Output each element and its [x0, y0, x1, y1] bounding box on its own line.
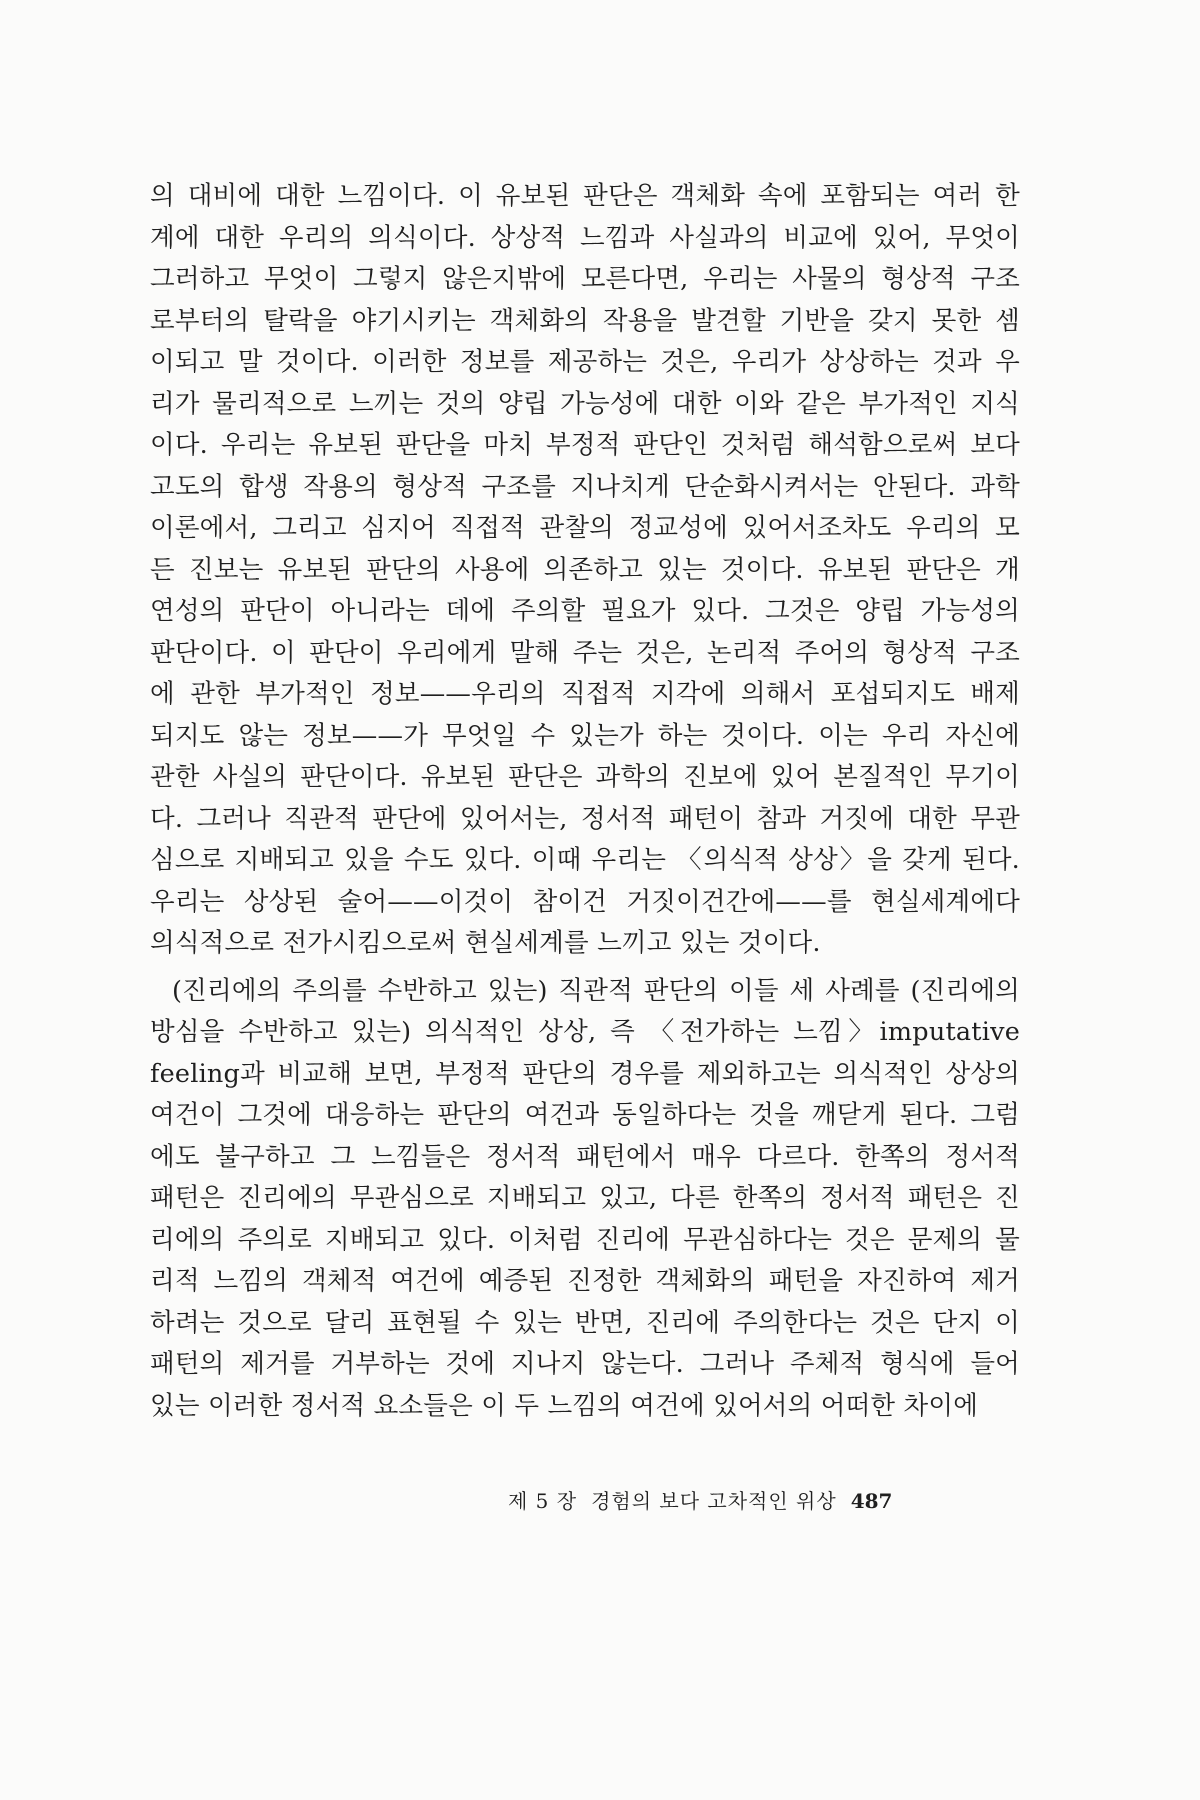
- text-line: 되지도 않는 정보——가 무엇일 수 있는가 하는 것이다. 이는 우리 자신에: [150, 720, 1020, 751]
- text-line: (진리에의 주의를 수반하고 있는) 직관적 판단의 이들 세 사례를 (진리에의: [172, 975, 1020, 1006]
- text-line: 관한 사실의 판단이다. 유보된 판단은 과학의 진보에 있어 본질적인 무기이: [150, 762, 1020, 792]
- text-line: 심으로 지배되고 있을 수도 있다. 이때 우리는 〈의식적 상상〉을 갖게 된다.: [150, 845, 1020, 875]
- text-line: 고도의 합생 작용의 형상적 구조를 지나치게 단순화시켜서는 안된다. 과학: [150, 471, 1020, 502]
- text-line: 든 진보는 유보된 판단의 사용에 의존하고 있는 것이다. 유보된 판단은 개: [150, 554, 1020, 585]
- text-line: 이론에서, 그리고 심지어 직접적 관찰의 정교성에 있어서조차도 우리의 모: [150, 513, 1020, 543]
- body-text: [150, 176, 1020, 1427]
- text-line: 에도 불구하고 그 느낌들은 정서적 패턴에서 매우 다르다. 한쪽의 정서적: [150, 1141, 1020, 1172]
- chapter-title: 경험의 보다 고차적인 위상: [591, 1489, 837, 1513]
- text-line: 의식적으로 전가시킴으로써 현실세계를 느끼고 있는 것이다.: [150, 928, 821, 958]
- chapter-label: 제 5 장: [508, 1489, 578, 1513]
- text-line: 그러하고 무엇이 그렇지 않은지밖에 모른다면, 우리는 사물의 형상적 구조: [150, 264, 1020, 294]
- text-line: 리가 물리적으로 느끼는 것의 양립 가능성에 대한 이와 같은 부가적인 지식: [150, 388, 1020, 419]
- text-line: 우리는 상상된 술어——이것이 참이건 거짓이건간에——를 현실세계에다: [150, 886, 1020, 917]
- text-line: 여건이 그것에 대응하는 판단의 여건과 동일하다는 것을 깨닫게 된다. 그럼: [150, 1100, 1020, 1130]
- text-line: 패턴의 제거를 거부하는 것에 지나지 않는다. 그러나 주체적 형식에 들어: [150, 1349, 1020, 1379]
- text-line: 로부터의 탈락을 야기시키는 객체화의 작용을 발견할 기반을 갖지 못한 셈: [150, 305, 1020, 336]
- text-line: 방심을 수반하고 있는) 의식적인 상상, 즉 〈전가하는 느낌〉imputative: [150, 1017, 1020, 1047]
- text-line: 리에의 주의로 지배되고 있다. 이처럼 진리에 무관심하다는 것은 문제의 물: [150, 1224, 1020, 1255]
- text-line: 연성의 판단이 아니라는 데에 주의할 필요가 있다. 그것은 양립 가능성의: [150, 596, 1020, 626]
- text-line: 이다. 우리는 유보된 판단을 마치 부정적 판단인 것처럼 해석함으로써 보다: [150, 430, 1020, 460]
- paragraph: [150, 971, 1020, 1428]
- running-footer: [508, 1486, 1008, 1516]
- text-line: 판단이다. 이 판단이 우리에게 말해 주는 것은, 논리적 주어의 형상적 구조: [150, 637, 1020, 668]
- text-line: 계에 대한 우리의 의식이다. 상상적 느낌과 사실과의 비교에 있어, 무엇이: [150, 222, 1020, 253]
- text-line: 다. 그러나 직관적 판단에 있어서는, 정서적 패턴이 참과 거짓에 대한 무관: [150, 803, 1020, 834]
- text-line: 리적 느낌의 객체적 여건에 예증된 진정한 객체화의 패턴을 자진하여 제거: [150, 1266, 1020, 1296]
- paragraph: [150, 176, 1020, 965]
- text-line: 패턴은 진리에의 무관심으로 지배되고 있고, 다른 한쪽의 정서적 패턴은 진: [150, 1183, 1020, 1213]
- text-line: 있는 이러한 정서적 요소들은 이 두 느낌의 여건에 있어서의 어떠한 차이에: [150, 1390, 979, 1421]
- text-line: 하려는 것으로 달리 표현될 수 있는 반면, 진리에 주의한다는 것은 단지 이: [150, 1307, 1020, 1338]
- text-line: 에 관한 부가적인 정보——우리의 직접적 지각에 의해서 포섭되지도 배제: [150, 679, 1020, 709]
- text-line: 의 대비에 대한 느낌이다. 이 유보된 판단은 객체화 속에 포함되는 여러 한: [150, 181, 1020, 211]
- text-line: feeling과 비교해 보면, 부정적 판단의 경우를 제외하고는 의식적인 상상의: [150, 1058, 1020, 1089]
- text-line: 이되고 말 것이다. 이러한 정보를 제공하는 것은, 우리가 상상하는 것과 우: [150, 347, 1020, 377]
- page-number: 487: [850, 1489, 893, 1513]
